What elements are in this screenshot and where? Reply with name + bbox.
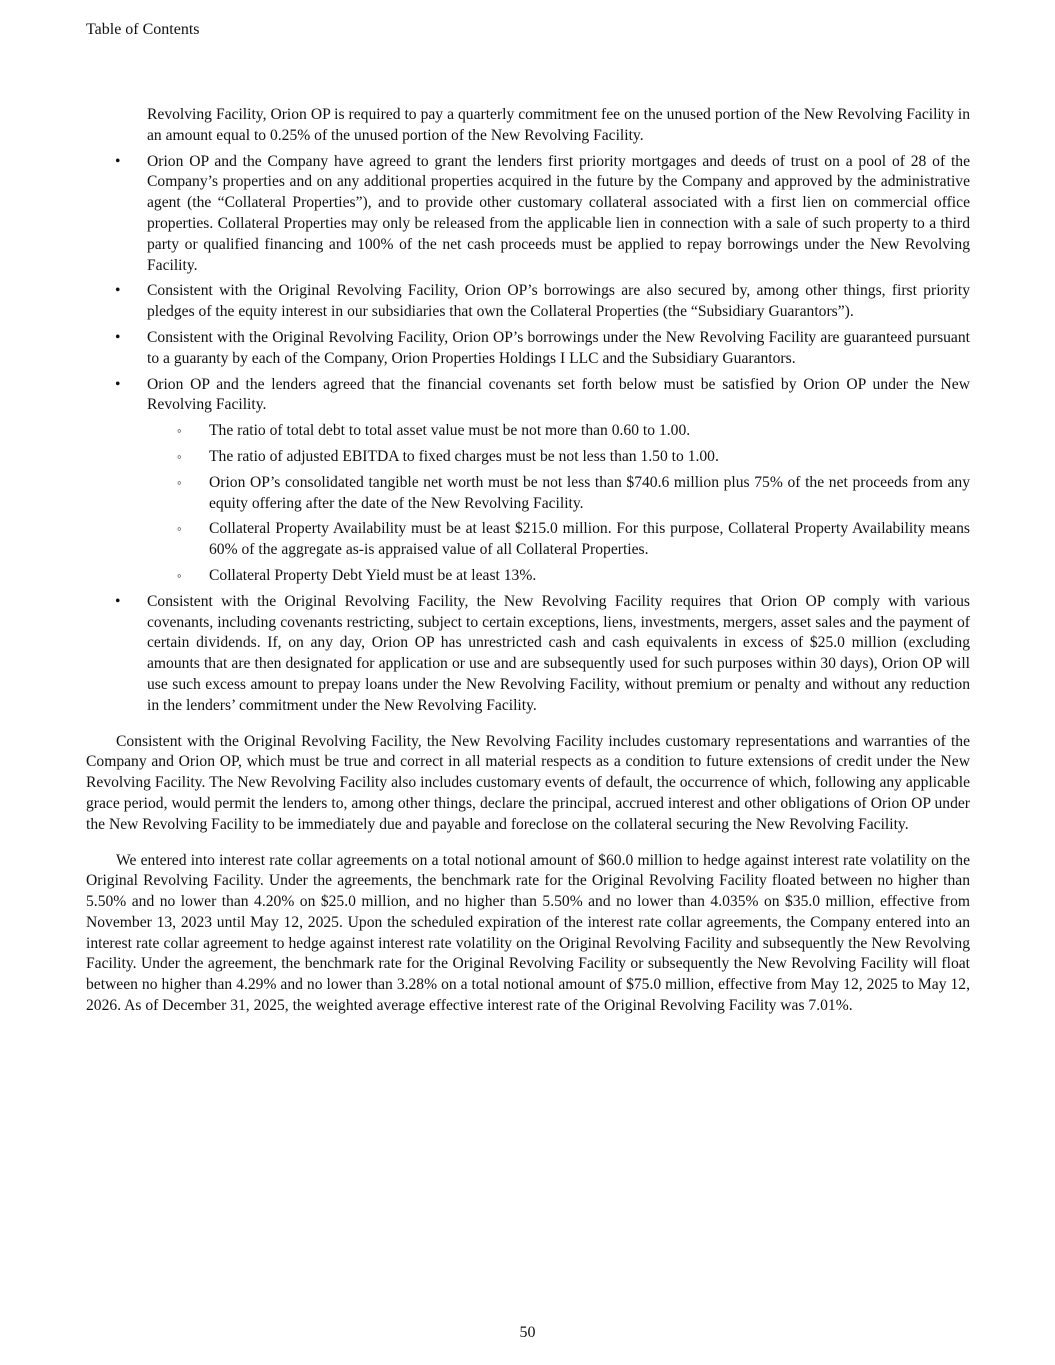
list-item xyxy=(86,281,970,323)
list-item-text: Consistent with the Original Revolving Facility, the New Revolving Facility requires that Orion OP comply with various covenants, including covenants restricting, subject to certain exceptions, liens, investments, mergers, asset sales and the payment of certain dividends. If, on any day, Orion OP has unrestricted cash and cash equivalents in excess of $25.0 million (excluding amounts that are then designated for application or use and are subsequently used for such purposes within 30 days), Orion OP will use such excess amount to prepay loans under the New Revolving Facility, without premium or penalty and without any reduction in the lenders’ commitment under the New Revolving Facility. xyxy=(147,592,970,714)
list-item-text: Orion OP and the Company have agreed to grant the lenders first priority mortgages and deeds of trust on a pool of 28 of the Company’s properties and on any additional properties acquired in the future by the Company and approved by the administrative agent (the “Collateral Properties”), and to provide other customary collateral associated with a first lien on commercial office properties. Collateral Properties may only be released from the applicable lien in connection with a sale of such property to a third party or qualified financing and 100% of the net cash proceeds must be applied to repay borrowings under the New Revolving Facility. xyxy=(147,152,970,274)
list-item-text: Orion OP and the lenders agreed that the financial covenants set forth below must be satisfied by Orion OP under the New Revolving Facility. xyxy=(147,375,970,414)
sub-bullet-marker: ◦ xyxy=(177,567,182,583)
list-item xyxy=(86,328,970,370)
page-number: 50 xyxy=(519,1324,536,1341)
sub-bullet-marker: ◦ xyxy=(177,448,182,464)
continuation-paragraph: Revolving Facility, Orion OP is required to pay a quarterly commitment fee on the unused portion of the New Revolving Facility in an amount equal to 0.25% of the unused portion of the New Revolving Facility. xyxy=(147,106,970,144)
representations-paragraph: Consistent with the Original Revolving Facility, the New Revolving Facility includes customary representations and warranties of the Company and Orion OP, which must be true and correct in all material respects as a condition to future extensions of credit under the New Revolving Facility. The New Revolving Facility also includes customary events of default, the occurrence of which, following any applicable grace period, would permit the lenders to, among other things, declare the principal, accrued interest and other obligations of Orion OP under the New Revolving Facility to be immediately due and payable and foreclose on the collateral securing the New Revolving Facility. xyxy=(86,732,970,833)
sub-list-item xyxy=(147,519,970,561)
sub-bullet-marker: ◦ xyxy=(177,521,182,537)
sub-list-item-text: Collateral Property Availability must be at least $215.0 million. For this purpose, Collateral Property Availability means 60% of the aggregate as-is appraised value of all Collateral Properties. xyxy=(209,520,970,559)
sub-bullet-marker: ◦ xyxy=(177,423,182,439)
sub-list-item xyxy=(147,473,970,515)
list-item-text: Consistent with the Original Revolving Facility, Orion OP’s borrowings are also secured by, among other things, first priority pledges of the equity interest in our subsidiaries that own the Collateral Properties (the “Subsidiary Guarantors”). xyxy=(147,282,970,321)
sub-list-item-text: The ratio of total debt to total asset value must be not more than 0.60 to 1.00. xyxy=(209,422,691,440)
financial-covenants-list xyxy=(147,421,970,587)
sub-bullet-marker: ◦ xyxy=(177,474,182,490)
table-of-contents-link[interactable]: Table of Contents xyxy=(86,21,200,38)
sub-list-item xyxy=(147,566,970,587)
sub-list-item-text: Orion OP’s consolidated tangible net worth must be not less than $740.6 million plus 75% of the net proceeds from any equity offering after the date of the New Revolving Facility. xyxy=(209,473,970,512)
sub-list-item xyxy=(147,447,970,468)
bullet-marker: • xyxy=(115,282,121,300)
bullet-marker: • xyxy=(115,152,121,170)
bullet-marker: • xyxy=(115,328,121,346)
list-item-text: Consistent with the Original Revolving Facility, Orion OP’s borrowings under the New Revolving Facility are guaranteed pursuant to a guaranty by each of the Company, Orion Properties Holdings I LLC and the Subsidiary Guarantors. xyxy=(147,328,970,367)
bullet-marker: • xyxy=(115,375,121,393)
sub-list-item-text: The ratio of adjusted EBITDA to fixed charges must be not less than 1.50 to 1.00. xyxy=(209,447,719,465)
list-item xyxy=(86,152,970,277)
document-body xyxy=(86,105,970,1032)
bullet-marker: • xyxy=(115,592,121,610)
facility-terms-list xyxy=(86,152,970,717)
sub-list-item-text: Collateral Property Debt Yield must be at least 13%. xyxy=(209,566,537,584)
sub-list-item xyxy=(147,421,970,442)
interest-rate-collar-paragraph: We entered into interest rate collar agreements on a total notional amount of $60.0 million to hedge against interest rate volatility on the Original Revolving Facility. Under the agreements, the benchmark rate for the Original Revolving Facility floated between no higher than 5.50% and no lower than 4.20% on $25.0 million, and no higher than 5.50% and no lower than 4.035% on $35.0 million, effective from November 13, 2023 until May 12, 2025. Upon the scheduled expiration of the interest rate collar agreements, the Company entered into an interest rate collar agreement to hedge against interest rate volatility on the Original Revolving Facility and subsequently the New Revolving Facility. Under the agreement, the benchmark rate for the Original Revolving Facility or subsequently the New Revolving Facility will float between no higher than 4.29% and no lower than 3.28% on a total notional amount of $75.0 million, effective from May 12, 2025 to May 12, 2026. As of December 31, 2025, the weighted average effective interest rate of the Original Revolving Facility was 7.01%. xyxy=(86,851,970,1015)
list-item xyxy=(86,375,970,587)
list-item xyxy=(86,592,970,717)
